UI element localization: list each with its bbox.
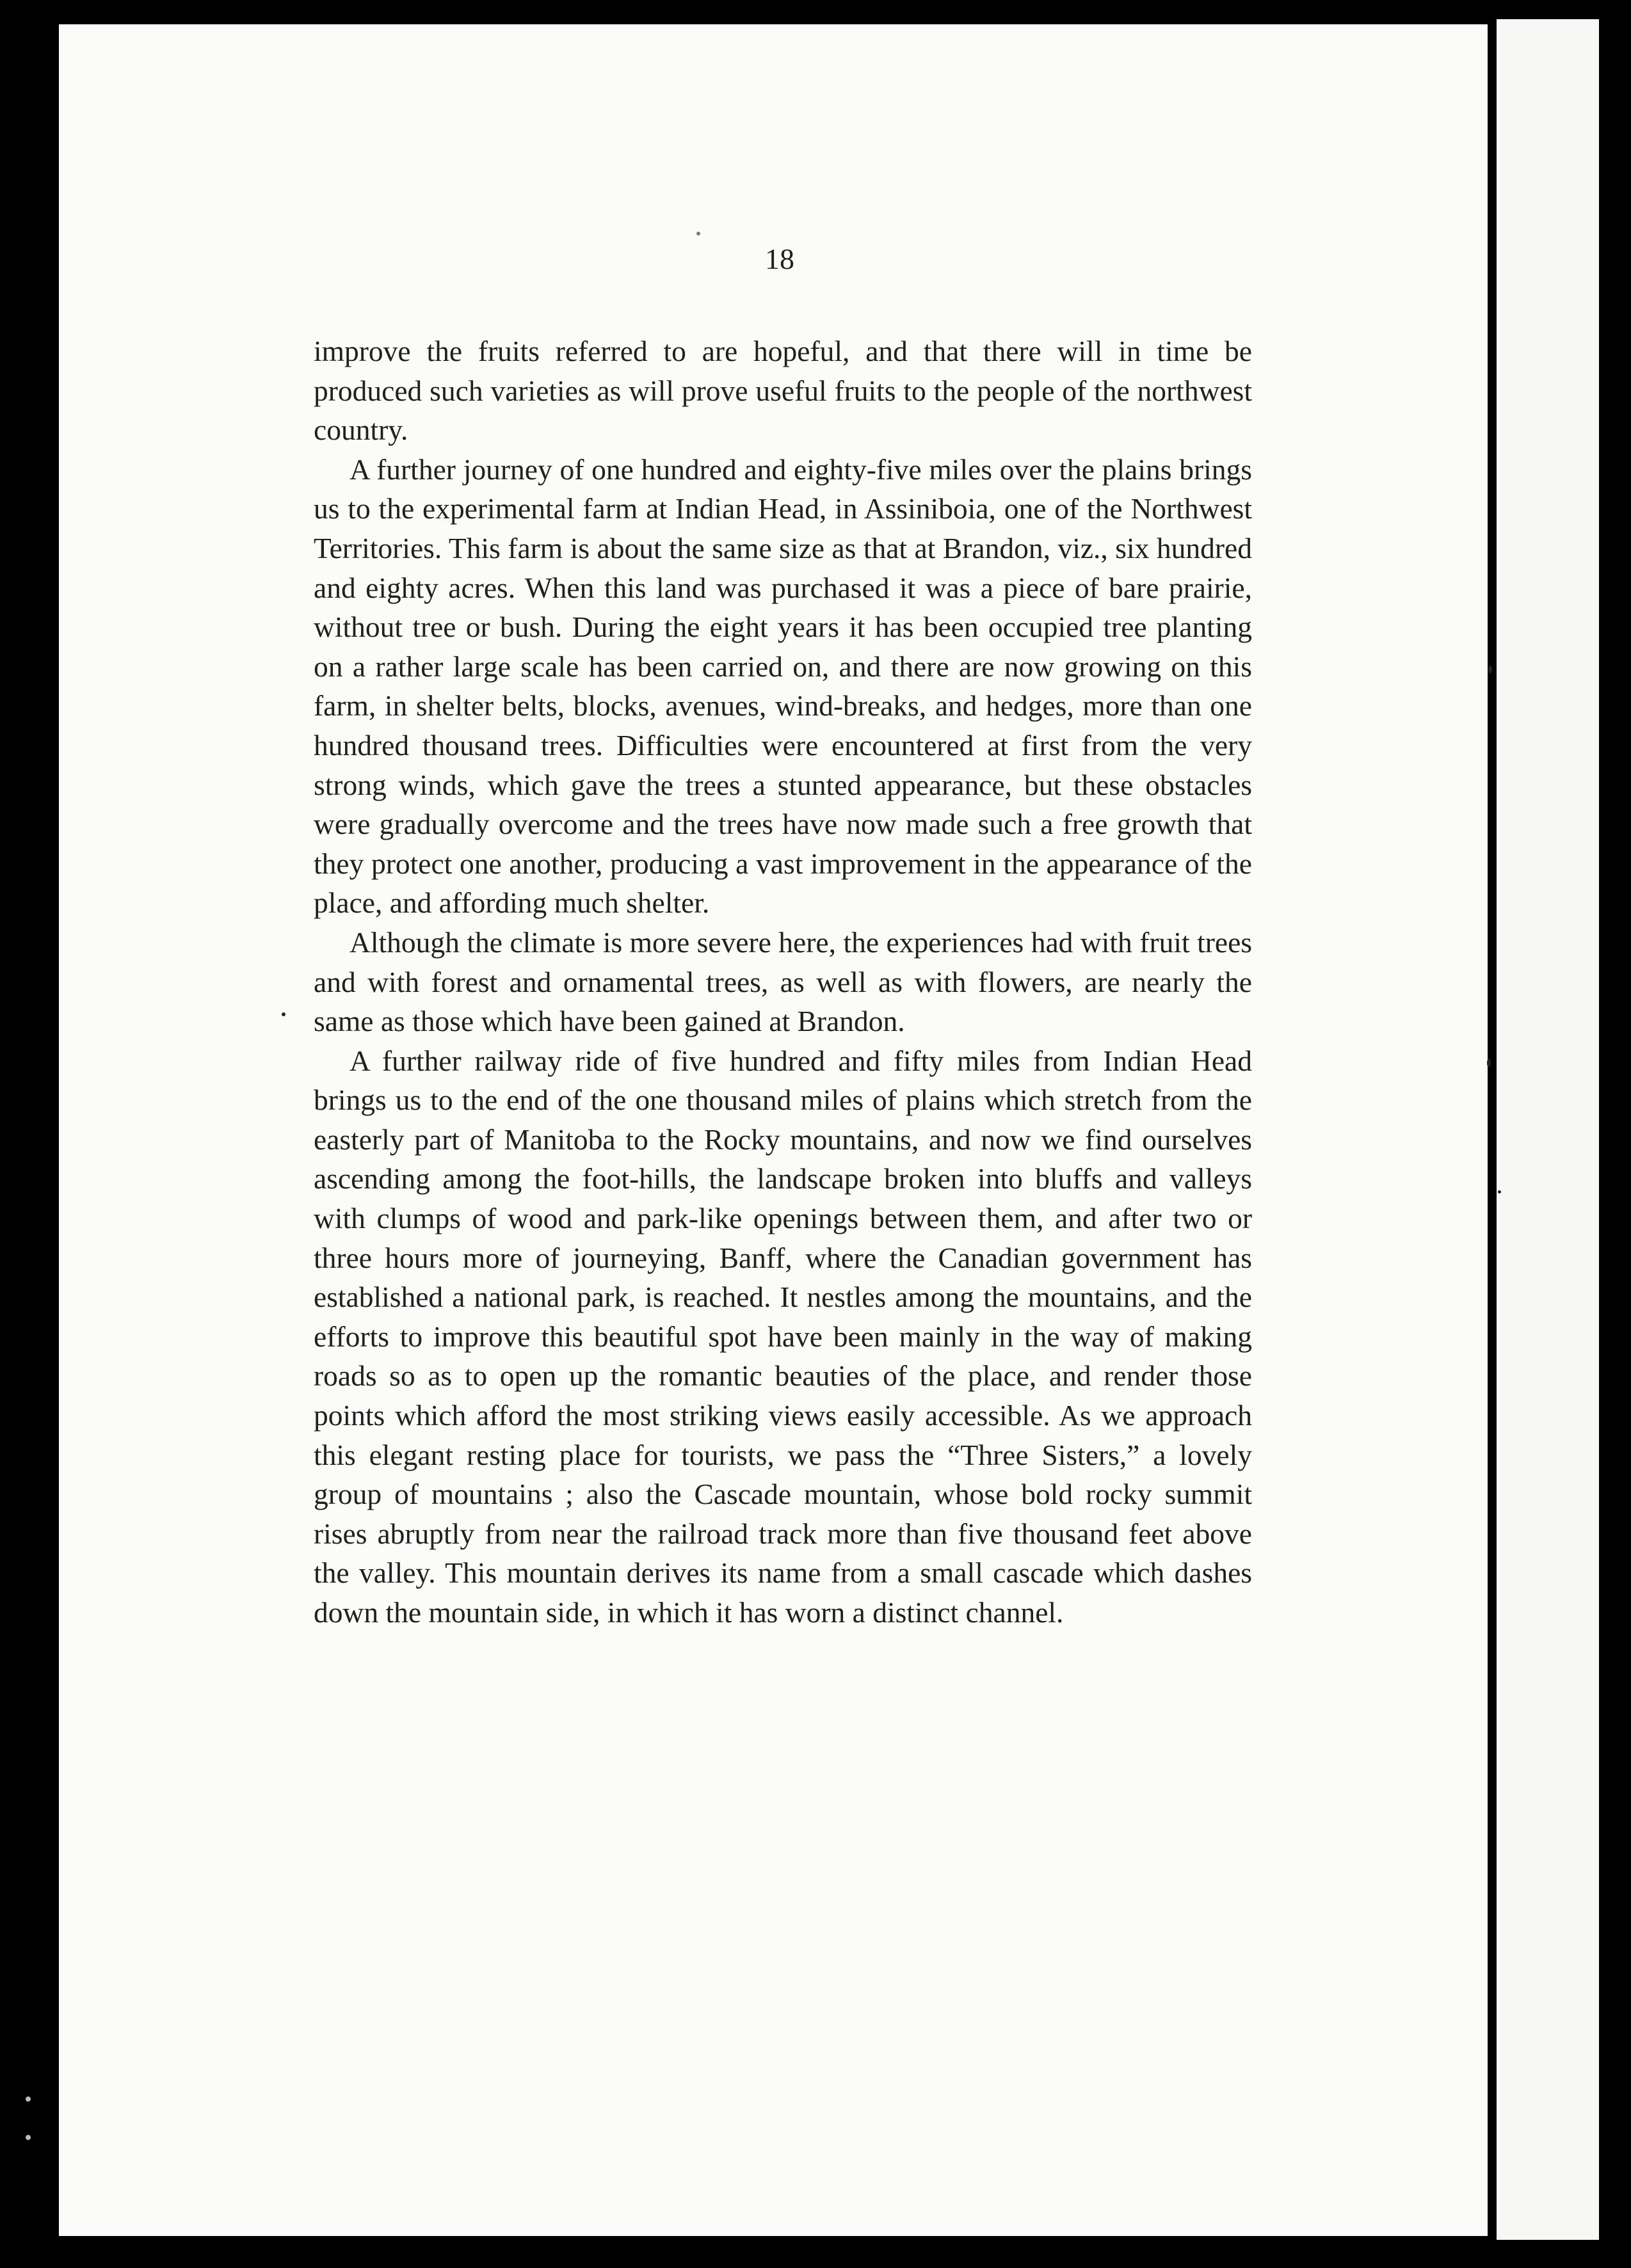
paragraph-2: A further journey of one hundred and eighty-five miles over the plains brings us to the experimental farm at Indian Head, in Assiniboia, one of the Northwest Territories. This farm is about the same size as that at Brandon, viz., six hundred and eighty acres. When this land was purchased it was a piece of bare prairie, without tree or bush. During the eight years it has been occupied tree planting on a rather large scale has been carried on, and there are now growing on this farm, in shelter belts, blocks, avenues, wind-breaks, and hedges, more than one hundred thousand trees. Difficulties were encountered at first from the very strong winds, which gave the trees a stunted appearance, but these obstacles were gradually overcome and the trees have now made such a free growth that they protect one another, producing a vast improvement in the appearance of the place, and affording much shelter.: [314, 452, 1252, 920]
scan-speck: [282, 1012, 285, 1016]
scan-speck: [1488, 666, 1492, 673]
paragraph-1: improve the fruits referred to are hopeful, and that there will in time be produced such varieties as will prove useful fruits to the people of the northwest country.: [314, 335, 1252, 447]
body-text: [314, 331, 1252, 1633]
paragraph-4: A further railway ride of five hundred and fifty miles from Indian Head brings us to the end of the one thousand miles of plains which stretch from the easterly part of Manitoba to the Rocky mountains, and now we find ourselves ascending among the foot-hills, the landscape broken into bluffs and valleys with clumps of wood and park-like openings between them, and after two or three hours more of journeying, Banff, where the Canadian government has established a national park, is reached. It nestles among the mountains, and the efforts to improve this beautiful spot have been mainly in the way of making roads so as to open up the romantic beauties of the place, and render those points which afford the most striking views easily accessible. As we approach this elegant resting place for tourists, we pass the “Three Sisters,” a lovely group of mountains ; also the Cascade mountain, whose bold rocky summit rises abruptly from near the railroad track more than five thousand feet above the valley. This mountain derives its name from a small cascade which dashes down the mountain side, in which it has worn a distinct channel.: [314, 1044, 1252, 1629]
adjacent-page-edge: [1497, 19, 1599, 2240]
scan-speck: [696, 232, 700, 236]
scan-speck: [1498, 1190, 1501, 1194]
page-number: 18: [765, 243, 794, 275]
scan-speck: [26, 2135, 31, 2140]
scan-speck: [1487, 1058, 1491, 1067]
scan-speck: [26, 2096, 31, 2102]
paragraph-3: Although the climate is more severe here, the experiences had with fruit trees and with forest and ornamental trees, as well as with flowers, are nearly the same as those which have been gained at Brandon.: [314, 925, 1252, 1038]
